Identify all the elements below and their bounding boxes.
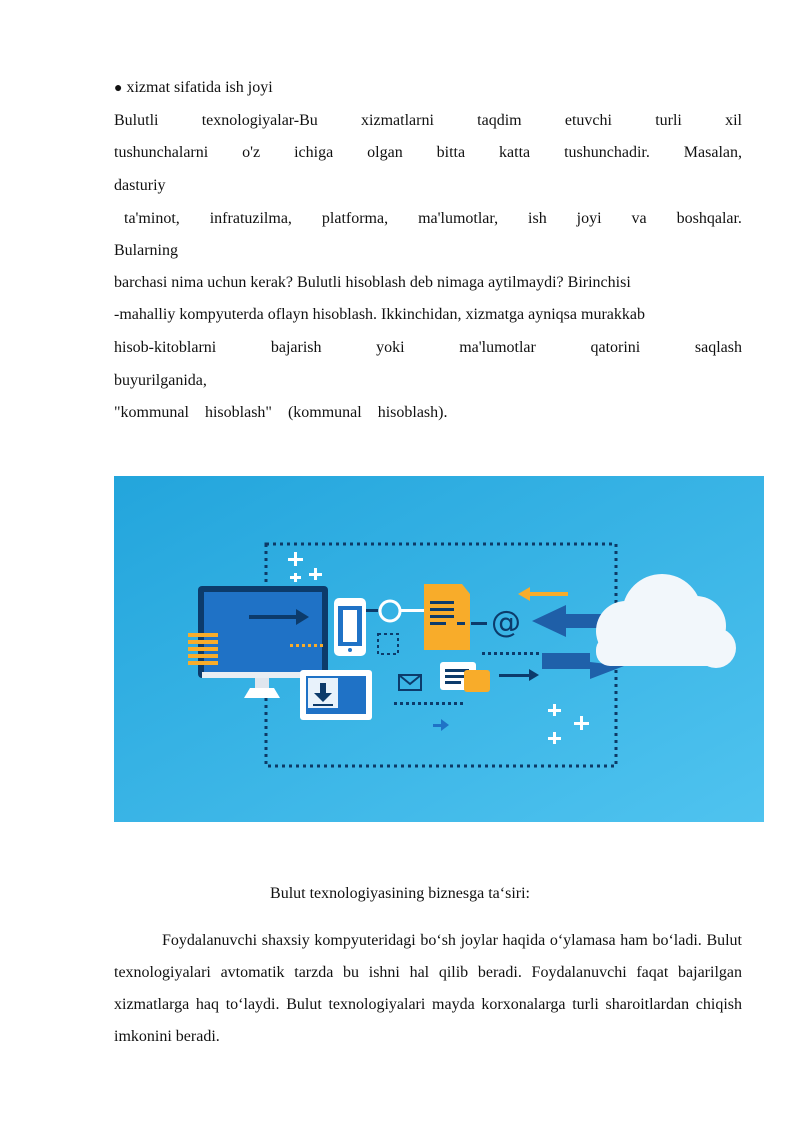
word: turli — [655, 112, 682, 129]
phone-icon — [334, 598, 366, 656]
download-box-icon — [300, 670, 372, 720]
word: Masalan, — [683, 144, 742, 161]
word: ma'lumotlar — [459, 339, 536, 356]
word: xizmatlarni — [361, 112, 434, 129]
word: taqdim — [477, 112, 522, 129]
bullet-item: ● xizmat sifatida ish joyi — [114, 79, 273, 96]
para1-line8 — [114, 338, 742, 358]
word: tushunchadir. — [564, 144, 650, 161]
word: boshqalar. — [676, 210, 742, 227]
word: etuvchi — [564, 112, 612, 129]
word: xil — [725, 112, 742, 129]
word: va — [631, 210, 647, 227]
para1-line5: Bularning — [114, 242, 178, 259]
para1-line2 — [114, 143, 742, 163]
word: infratuzilma, — [209, 210, 292, 227]
para1-line9: buyurilganida, — [114, 372, 207, 389]
para1-line6: barchasi nima uchun kerak? Bulutli hisoblash deb nimaga aytilmaydi? Birinchisi — [114, 274, 631, 291]
word: Bulutli — [114, 112, 159, 129]
paragraph-business-impact: Foydalanuvchi shaxsiy kompyuteridagi bo‘sh joylar haqida o‘ylamasa ham bo‘ladi. Bulut texnologiyalari avtomatik tarzda bu ishni hal qilib beradi. Foydalanuvchi faqat bajarilgan xizmatlarga haq to‘laydi. Bulut texnologiyalari mayda korxonalarga turli sharoitlardan chiqish imkonini beradi. — [114, 932, 742, 1045]
bullet-dot-icon: ● — [114, 81, 123, 96]
word: saqlash — [694, 339, 742, 356]
word: tushunchalarni — [114, 144, 209, 161]
para1-line4 — [124, 209, 742, 229]
para1-line3: dasturiy — [114, 177, 166, 194]
word: yoki — [376, 339, 405, 356]
word: ma'lumotlar, — [418, 210, 499, 227]
word: katta — [499, 144, 531, 161]
para1-line1 — [114, 111, 742, 131]
word: ta'minot, — [124, 210, 180, 227]
word: olgan — [367, 144, 403, 161]
document-icon — [424, 584, 470, 650]
word: platforma, — [321, 210, 389, 227]
svg-text:@: @ — [491, 605, 521, 640]
word: o'z — [242, 144, 261, 161]
word: texnologiyalar-Bu — [201, 112, 318, 129]
word: bitta — [436, 144, 466, 161]
word: bajarish — [270, 339, 322, 356]
para1-line10: "kommunal hisoblash" (kommunal hisoblash). — [114, 404, 448, 421]
word: hisob-kitoblarni — [114, 339, 217, 356]
word: ichiga — [294, 144, 334, 161]
word: ish — [528, 210, 547, 227]
figure-caption: Bulut texnologiyasining biznesga ta‘siri: — [270, 885, 530, 902]
para1-line7: -mahalliy kompyuterda oflayn hisoblash. Ikkinchidan, xizmatga ayniqsa murakkab — [114, 306, 645, 323]
word: qatorini — [590, 339, 641, 356]
cloud-computing-illustration — [114, 476, 764, 822]
word: joyi — [576, 210, 602, 227]
